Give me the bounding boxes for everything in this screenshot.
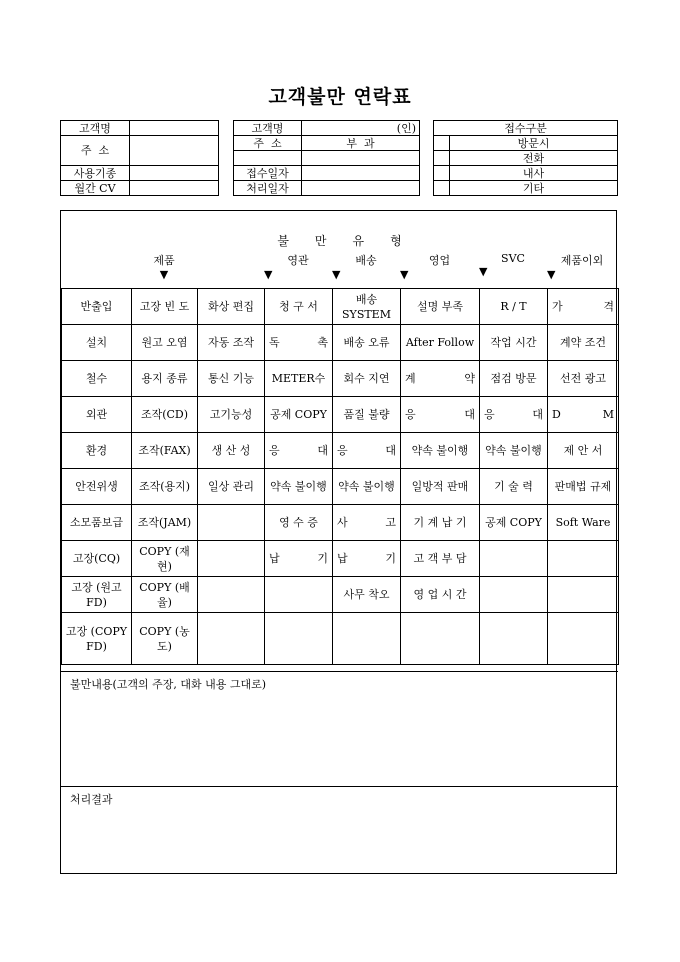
complaint-type-cell[interactable]: 배송SYSTEM bbox=[333, 289, 401, 325]
complaint-type-cell[interactable]: 조작(FAX) bbox=[132, 433, 198, 469]
model-field[interactable] bbox=[130, 166, 219, 181]
complaint-type-cell[interactable]: 고 객 부 담 bbox=[401, 541, 480, 577]
complaint-type-cell[interactable] bbox=[198, 577, 265, 613]
complaint-type-cell[interactable] bbox=[548, 613, 619, 665]
complaint-type-cell[interactable]: 계약 조건 bbox=[548, 325, 619, 361]
complaint-type-cell[interactable]: 품질 불량 bbox=[333, 397, 401, 433]
complaint-type-cell[interactable]: 점검 방문 bbox=[480, 361, 548, 397]
column-header-delivery: 배송 ▼ bbox=[332, 254, 377, 281]
address-field[interactable] bbox=[130, 136, 219, 166]
table-row bbox=[62, 541, 619, 577]
model-label: 사용기종 bbox=[61, 166, 130, 181]
table-row bbox=[62, 577, 619, 613]
complaint-type-cell[interactable]: 일방적 판매 bbox=[401, 469, 480, 505]
complaint-type-cell[interactable]: 응 대 bbox=[265, 433, 333, 469]
result-section[interactable] bbox=[61, 786, 618, 875]
row-category-cell: 환경 bbox=[62, 433, 132, 469]
row-category-cell: 안전위생 bbox=[62, 469, 132, 505]
complaint-type-cell[interactable]: COPY (배율) bbox=[132, 577, 198, 613]
complaint-type-cell[interactable] bbox=[480, 577, 548, 613]
reception-type-item: 기타 bbox=[450, 181, 618, 196]
table-row bbox=[62, 505, 619, 541]
reception-type-checkbox[interactable] bbox=[434, 136, 450, 151]
monthly-cv-field[interactable] bbox=[130, 181, 219, 196]
complaint-type-cell[interactable]: 조작(용지) bbox=[132, 469, 198, 505]
complaint-type-cell[interactable]: 약속 불이행 bbox=[480, 433, 548, 469]
arrow-down-icon: ▼ bbox=[159, 268, 169, 281]
complaint-type-cell[interactable]: 일상 관리 bbox=[198, 469, 265, 505]
processed-date-label: 처리일자 bbox=[234, 181, 302, 196]
complaint-type-title: 불 만 유 형 bbox=[277, 234, 402, 248]
table-row bbox=[62, 289, 619, 325]
complaint-type-cell[interactable] bbox=[333, 613, 401, 665]
complaint-type-cell[interactable]: 조작(CD) bbox=[132, 397, 198, 433]
complaint-type-cell[interactable]: 제 안 서 bbox=[548, 433, 619, 469]
received-date-label: 접수일자 bbox=[234, 166, 302, 181]
row-category-cell: 외관 bbox=[62, 397, 132, 433]
arrow-down-icon: ▼ bbox=[547, 268, 556, 281]
complaint-type-cell[interactable]: COPY (농도) bbox=[132, 613, 198, 665]
blank-cell bbox=[234, 151, 302, 166]
seal-field[interactable]: (인) bbox=[302, 121, 420, 136]
complaint-type-cell[interactable]: 용지 종류 bbox=[132, 361, 198, 397]
reception-type-checkbox[interactable] bbox=[434, 166, 450, 181]
complaint-type-cell[interactable]: 사 고 bbox=[333, 505, 401, 541]
reception-type-title: 접수구분 bbox=[434, 121, 618, 136]
complaint-type-cell[interactable] bbox=[401, 613, 480, 665]
row-category-cell: 반출입 bbox=[62, 289, 132, 325]
complaint-type-cell[interactable] bbox=[265, 577, 333, 613]
complaint-type-cell[interactable]: 영 업 시 간 bbox=[401, 577, 480, 613]
complaint-type-cell[interactable]: 응 대 bbox=[480, 397, 548, 433]
complaint-type-cell[interactable] bbox=[198, 505, 265, 541]
complaint-type-cell[interactable]: 고기능성 bbox=[198, 397, 265, 433]
customer-name-label: 고객명 bbox=[61, 121, 130, 136]
complaint-type-cell[interactable]: 작업 시간 bbox=[480, 325, 548, 361]
table-row bbox=[62, 613, 619, 665]
reception-type-item: 방문시 bbox=[450, 136, 618, 151]
complaint-content-section[interactable] bbox=[61, 671, 618, 787]
complaint-type-cell[interactable]: 설명 부족 bbox=[401, 289, 480, 325]
arrow-down-icon: ▼ bbox=[479, 265, 488, 278]
complaint-type-cell[interactable]: METER수 bbox=[265, 361, 333, 397]
reception-info-table bbox=[233, 120, 420, 196]
complaint-type-cell[interactable]: 독 촉 bbox=[265, 325, 333, 361]
column-header-product: 제품 ▼ bbox=[153, 254, 175, 281]
complaint-type-cell[interactable]: COPY (재현) bbox=[132, 541, 198, 577]
arrow-down-icon: ▼ bbox=[332, 268, 341, 281]
table-row bbox=[62, 433, 619, 469]
complaint-type-cell[interactable]: 납 기 bbox=[265, 541, 333, 577]
department-field[interactable] bbox=[302, 151, 420, 166]
table-row bbox=[62, 397, 619, 433]
complaint-type-cell[interactable] bbox=[548, 577, 619, 613]
complaint-type-cell[interactable]: 응 대 bbox=[401, 397, 480, 433]
row-category-cell: 고장 (원고 FD) bbox=[62, 577, 132, 613]
row-category-cell: 설치 bbox=[62, 325, 132, 361]
table-row bbox=[62, 469, 619, 505]
reception-type-table bbox=[433, 120, 618, 196]
complaint-type-cell[interactable]: 판매법 규제 bbox=[548, 469, 619, 505]
complaint-type-cell[interactable]: 약속 불이행 bbox=[265, 469, 333, 505]
complaint-type-cell[interactable]: 약속 불이행 bbox=[333, 469, 401, 505]
complaint-type-cell[interactable]: 기 술 력 bbox=[480, 469, 548, 505]
complaint-type-cell[interactable]: 납 기 bbox=[333, 541, 401, 577]
complaint-type-cell[interactable]: 사무 착오 bbox=[333, 577, 401, 613]
complaint-type-cell[interactable]: 원고 오염 bbox=[132, 325, 198, 361]
column-header-sales-mgmt: 영관 ▼ bbox=[264, 254, 309, 281]
complaint-type-cell[interactable]: 기 계 납 기 bbox=[401, 505, 480, 541]
complaint-type-cell[interactable] bbox=[198, 541, 265, 577]
complaint-form-box bbox=[60, 210, 617, 874]
department-label: 부 과 bbox=[302, 136, 420, 151]
complaint-type-cell[interactable]: 통신 기능 bbox=[198, 361, 265, 397]
reception-type-item: 내사 bbox=[450, 166, 618, 181]
complaint-type-cell[interactable]: After Follow bbox=[401, 325, 480, 361]
address-label: 주 소 bbox=[61, 136, 130, 166]
arrow-down-icon: ▼ bbox=[400, 268, 409, 281]
row-category-cell: 철수 bbox=[62, 361, 132, 397]
complaint-type-cell[interactable]: 약속 불이행 bbox=[401, 433, 480, 469]
reception-type-checkbox[interactable] bbox=[434, 151, 450, 166]
page-title: 고객불만 연락표 bbox=[268, 86, 412, 108]
complaint-content-label: 불만내용(고객의 주장, 대화 내용 그대로) bbox=[70, 678, 267, 691]
complaint-type-cell[interactable]: Soft Ware bbox=[548, 505, 619, 541]
column-header-non-product: 제품이외 ▼ bbox=[547, 254, 604, 281]
table-row bbox=[62, 361, 619, 397]
complaint-type-cell[interactable] bbox=[480, 613, 548, 665]
complaint-type-grid bbox=[61, 288, 619, 665]
complaint-type-cell[interactable]: 공제 COPY bbox=[265, 397, 333, 433]
result-label: 처리결과 bbox=[70, 793, 113, 806]
complaint-type-cell[interactable] bbox=[548, 541, 619, 577]
complaint-type-cell[interactable]: 청 구 서 bbox=[265, 289, 333, 325]
address-label-2: 주 소 bbox=[234, 136, 302, 151]
monthly-cv-label: 월간 CV bbox=[61, 181, 130, 196]
complaint-type-cell[interactable]: 조작(JAM) bbox=[132, 505, 198, 541]
complaint-type-cell[interactable]: D M bbox=[548, 397, 619, 433]
complaint-type-cell[interactable]: 회수 지연 bbox=[333, 361, 401, 397]
complaint-type-cell[interactable]: 영 수 증 bbox=[265, 505, 333, 541]
customer-info-table bbox=[60, 120, 219, 196]
table-row bbox=[62, 325, 619, 361]
complaint-type-cell[interactable]: 배송 오류 bbox=[333, 325, 401, 361]
customer-name-label-2: 고객명 bbox=[234, 121, 302, 136]
customer-name-field[interactable] bbox=[130, 121, 219, 136]
arrow-down-icon: ▼ bbox=[264, 268, 273, 281]
row-category-cell: 소모품보급 bbox=[62, 505, 132, 541]
complaint-type-cell[interactable]: 생 산 성 bbox=[198, 433, 265, 469]
reception-type-checkbox[interactable] bbox=[434, 181, 450, 196]
complaint-type-cell[interactable]: 고장 빈 도 bbox=[132, 289, 198, 325]
reception-type-item: 전화 bbox=[450, 151, 618, 166]
complaint-type-cell[interactable]: 선전 광고 bbox=[548, 361, 619, 397]
complaint-type-cell[interactable] bbox=[480, 541, 548, 577]
complaint-type-cell[interactable]: 화상 편집 bbox=[198, 289, 265, 325]
column-header-sales: 영업 ▼ bbox=[400, 254, 451, 281]
complaint-type-cell[interactable]: 공제 COPY bbox=[480, 505, 548, 541]
row-category-cell: 고장 (COPY FD) bbox=[62, 613, 132, 665]
complaint-type-cell[interactable] bbox=[198, 613, 265, 665]
complaint-type-cell[interactable]: 자동 조작 bbox=[198, 325, 265, 361]
complaint-type-cell[interactable]: 계 약 bbox=[401, 361, 480, 397]
complaint-type-cell[interactable]: 가 격 bbox=[548, 289, 619, 325]
complaint-type-cell[interactable] bbox=[265, 613, 333, 665]
processed-date-field[interactable] bbox=[302, 181, 420, 196]
complaint-type-cell[interactable]: R / T bbox=[480, 289, 548, 325]
column-header-svc: SVC ▼ bbox=[479, 252, 525, 278]
complaint-type-cell[interactable]: 응 대 bbox=[333, 433, 401, 469]
received-date-field[interactable] bbox=[302, 166, 420, 181]
row-category-cell: 고장(CQ) bbox=[62, 541, 132, 577]
